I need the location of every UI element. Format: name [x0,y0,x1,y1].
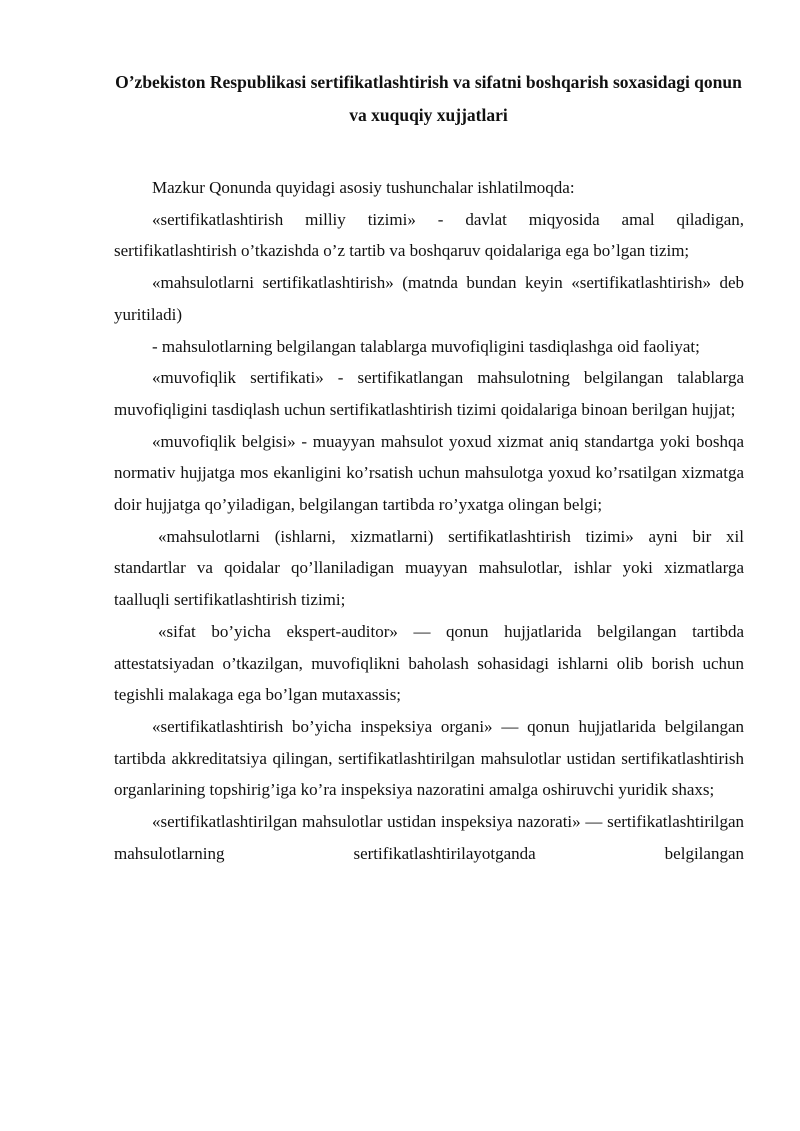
paragraph-definition: «mahsulotlarni (ishlarni, xizmatlarni) sertifikatlashtirish tizimi» ayni bir xil standartlar va qoidalar qo’llaniladigan muayyan mahsulotlar, ishlar yoki xizmatlarga taalluqli sertifikatlashtirish tizimi; [114,526,744,610]
paragraph-definition: «mahsulotlarni sertifikatlashtirish» (matnda bundan keyin «sertifikatlashtirish» deb yuritiladi) [114,273,744,324]
paragraph-definition: «sertifikatlashtirilgan mahsulotlar ustidan inspeksiya nazorati» — sertifikatlashtirilgan mahsulotlarning sertifikatlashtirilayotganda belgilangan [114,812,744,863]
paragraph-definition: - mahsulotlarning belgilangan talablarga muvofiqligini tasdiqlashga oid faoliyat; [152,336,700,356]
paragraph-definition: «muvofiqlik sertifikati» - sertifikatlangan mahsulotning belgilangan talablarga muvofiqligini tasdiqlash uchun sertifikatlashtirish tizimi qoidalariga binoan berilgan hujjat; [114,368,744,419]
paragraph-definition: «sifat bo’yicha ekspert-auditor» — qonun hujjatlarida belgilangan tartibda attestatsiyadan o’tkazilgan, muvofiqlikni baholash sohasidagi ishlarni olib borish uchun tegishli malakaga ega bo’lgan mutaxassis; [114,621,744,705]
paragraph-definition: «sertifikatlashtirish bo’yicha inspeksiya organi» — qonun hujjatlarida belgilangan tartibda akkreditatsiya qilingan, sertifikatlashtirilgan mahsulotlar ustidan sertifikatlashtirish organlarining topshirig’iga ko’ra inspeksiya nazoratini amalga oshiruvchi yuridik shaxs; [114,716,744,800]
document-title: O’zbekiston Respublikasi sertifikatlashtirish va sifatni boshqarish soxasidagi qonun va xuquqiy xujjatlari [115,72,742,125]
document-body [114,172,744,869]
paragraph-definition: «muvofiqlik belgisi» - muayyan mahsulot yoxud xizmat aniq standartga yoki boshqa normativ hujjatga mos ekanligini ko’rsatish uchun mahsulotga yoxud ko’rsatilgan xizmatga doir hujjatga qo’yiladigan, belgilangan tartibda ro’yxatga olingan belgi; [114,431,744,515]
paragraph-intro: Mazkur Qonunda quyidagi asosiy tushunchalar ishlatilmoqda: [152,178,575,197]
paragraph-definition: «sertifikatlashtirish milliy tizimi» - davlat miqyosida amal qiladigan, sertifikatlashtirish o’tkazishda o’z tartib va boshqaruv qoidalariga ega bo’lgan tizim; [114,209,744,261]
